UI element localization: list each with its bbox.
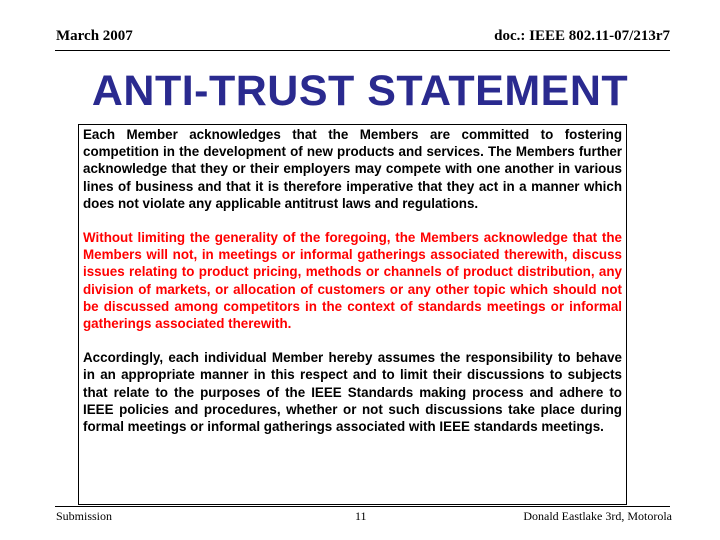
- header-doc-id: doc.: IEEE 802.11-07/213r7: [494, 28, 670, 44]
- statement-paragraph-3: Accordingly, each individual Member hereby assumes the responsibility to behave in an appropriate manner in this respect and to limit their discussions to subjects that relate to the purposes of the IEEE Standards making process and adhere to IEEE policies and procedures, whether or not such discussions take place during formal meetings or informal gatherings associated with IEEE standards meetings.: [83, 350, 622, 435]
- footer-submission: Submission: [56, 509, 113, 523]
- statement-box: [78, 124, 627, 505]
- footer-author: Donald Eastlake 3rd, Motorola: [523, 509, 672, 523]
- statement-paragraph-1: Each Member acknowledges that the Members are committed to fostering competition in the development of new products and services. The Members further acknowledge that they or their employers may compete with one another in various lines of business and that it is therefore imperative that they act in a manner which does not violate any applicable antitrust laws and regulations.: [83, 127, 622, 211]
- footer-page-number: 11: [355, 509, 367, 523]
- statement-paragraph-2: Without limiting the generality of the foregoing, the Members acknowledge that the Members will not, in meetings or informal gatherings associated therewith, discuss issues relating to product pricing, methods or channels of product distribution, any division of markets, or allocation of customers or any other topic which should not be discussed among competitors in the context of standards meetings or informal gatherings associated therewith.: [83, 230, 622, 332]
- slide-title: ANTI-TRUST STATEMENT: [91, 67, 629, 115]
- header-date: March 2007: [56, 28, 133, 44]
- header-divider: [55, 50, 670, 51]
- footer-divider: [55, 506, 670, 507]
